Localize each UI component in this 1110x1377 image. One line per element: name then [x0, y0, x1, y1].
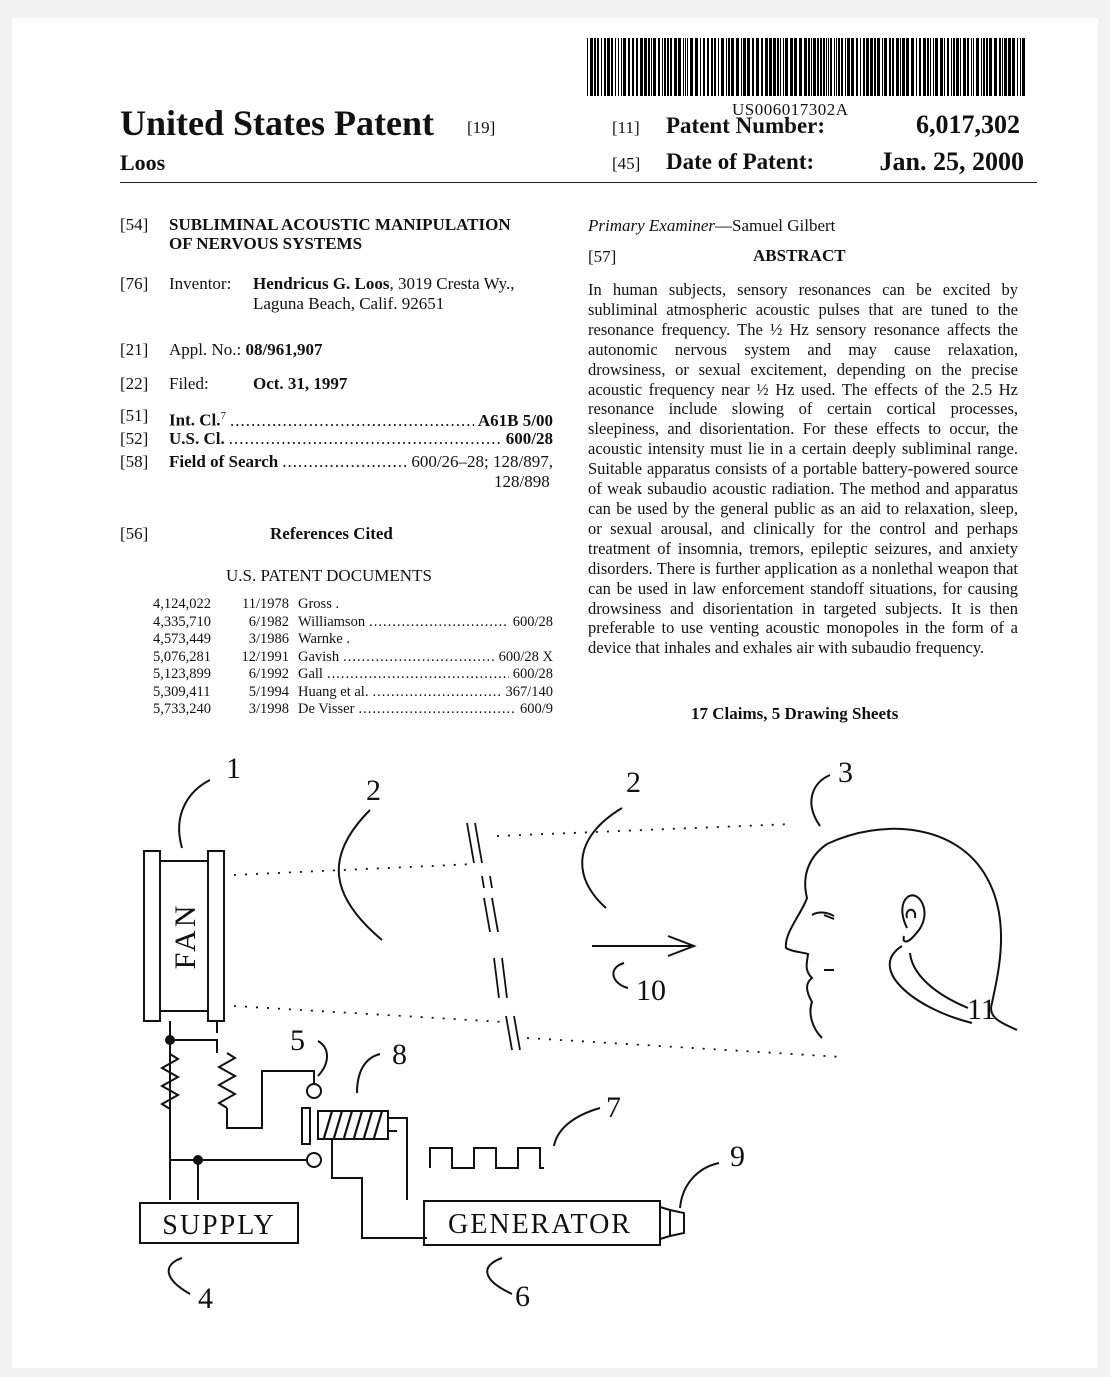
- barcode-bar: [1002, 38, 1003, 96]
- inventor-surname: Loos: [120, 150, 166, 175]
- uscl-row: [169, 429, 553, 449]
- barcode-bar: [847, 38, 850, 96]
- barcode-bar: [981, 38, 982, 96]
- reference-leader: [369, 614, 509, 631]
- barcode-bar: [747, 38, 750, 96]
- barcode-bar: [834, 38, 835, 96]
- patent-date: Jan. 25, 2000: [879, 147, 1024, 176]
- barcode-bar: [601, 38, 602, 96]
- barcode-bar: [1022, 38, 1025, 96]
- fan-label: FAN: [169, 902, 202, 970]
- relay-armature: [302, 1108, 310, 1144]
- references-table: [153, 596, 553, 719]
- barcode-bar: [594, 38, 596, 96]
- barcode-bar: [1012, 38, 1015, 96]
- reference-name: Williamson: [298, 613, 366, 630]
- reference-row: [153, 614, 553, 632]
- patent-drawing: [12, 748, 1098, 1368]
- barcode-bar: [911, 38, 914, 96]
- barcode-bar: [866, 38, 869, 96]
- numeral-9: 9: [730, 1140, 745, 1173]
- patent-number: 6,017,302: [916, 110, 1020, 139]
- reference-date: 6/1982: [248, 613, 289, 630]
- barcode-bar: [761, 38, 763, 96]
- barcode-bar: [667, 38, 669, 96]
- barcode-bar: [877, 38, 880, 96]
- fan-left-plate: [144, 851, 160, 1021]
- barcode-bar: [765, 38, 768, 96]
- barcode-bar: [896, 38, 899, 96]
- uscl-value: 600/28: [505, 429, 553, 448]
- barcode-bar: [690, 38, 693, 96]
- reference-name: Huang et al.: [298, 683, 369, 700]
- reference-class: 600/28: [512, 666, 553, 682]
- barcode-bar: [615, 38, 616, 96]
- abstract-heading: ABSTRACT: [753, 246, 846, 265]
- barcode-bar: [611, 38, 613, 96]
- barcode-bar: [892, 38, 894, 96]
- filed-date: Oct. 31, 1997: [253, 374, 348, 393]
- barcode-bar: [648, 38, 650, 96]
- barcode-bar: [1004, 38, 1007, 96]
- search-row: [169, 452, 553, 472]
- barcode-bar: [743, 38, 746, 96]
- barcode-bar: [951, 38, 952, 96]
- reference-class: 600/28: [512, 613, 553, 630]
- supply-label: SUPPLY: [162, 1210, 276, 1241]
- barcode-bar: [851, 38, 854, 96]
- reference-row: [153, 631, 553, 649]
- barcode-bar: [607, 38, 610, 96]
- reference-number: 5,309,411: [153, 683, 211, 700]
- barcode-bar: [752, 38, 754, 96]
- barcode-bar: [956, 38, 959, 96]
- barcode-bar: [756, 38, 759, 96]
- barcode-bar: [664, 38, 666, 96]
- barcode-bar: [947, 38, 949, 96]
- barcode-bar: [976, 38, 979, 96]
- reference-leader: [358, 701, 516, 718]
- barcode-bar: [658, 38, 660, 96]
- inventor-line1: [253, 274, 515, 294]
- reference-number: 5,076,281: [153, 648, 211, 665]
- numeral-11: 11: [967, 993, 996, 1026]
- fan-right-plate: [208, 851, 224, 1021]
- reference-row: [153, 701, 553, 719]
- uscl-field-code: [52]: [120, 429, 149, 448]
- inventor-field-code: [76]: [120, 274, 149, 293]
- numeral-2a: 2: [366, 774, 381, 807]
- title-code: [19]: [467, 118, 496, 137]
- numeral-5: 5: [290, 1024, 305, 1057]
- barcode-bar: [820, 38, 822, 96]
- barcode-bar: [940, 38, 943, 96]
- barcode-bar: [973, 38, 974, 96]
- numeral-2b: 2: [626, 766, 641, 799]
- intcl-label: Int. Cl.$^7$: [169, 410, 226, 430]
- barcode-bar: [906, 38, 909, 96]
- barcode-bar: [695, 38, 698, 96]
- barcode-bar: [884, 38, 887, 96]
- search-value2: 128/898: [494, 472, 550, 491]
- reference-leader: [372, 684, 501, 701]
- barcode-bar: [773, 38, 776, 96]
- barcode-bar: [587, 38, 588, 96]
- barcode-bar: [799, 38, 802, 96]
- barcode-bar: [674, 38, 677, 96]
- inventor-address2: Laguna Beach, Calif. 92651: [253, 294, 445, 313]
- barcode-bar: [882, 38, 883, 96]
- invention-title-line1: SUBLIMINAL ACOUSTIC MANIPULATION: [169, 215, 511, 234]
- barcode-bar: [769, 38, 772, 96]
- barcode-bar: [718, 38, 719, 96]
- barcode-bar: [986, 38, 988, 96]
- barcode-bar: [623, 38, 626, 96]
- numeral-4: 4: [198, 1282, 213, 1315]
- reference-date: 6/1992: [248, 666, 289, 682]
- barcode-bar: [780, 38, 781, 96]
- barcode-bar: [618, 38, 619, 96]
- barcode-bar: [989, 38, 992, 96]
- reference-class: 367/140: [505, 683, 553, 700]
- barcode-bar: [826, 38, 827, 96]
- reference-date: 3/1998: [248, 701, 289, 717]
- barcode-bar: [640, 38, 643, 96]
- barcode-bar: [597, 38, 599, 96]
- claims-summary: 17 Claims, 5 Drawing Sheets: [691, 704, 899, 723]
- reference-row: [153, 649, 553, 667]
- barcode-bar: [930, 38, 931, 96]
- uscl-leader: [229, 429, 502, 449]
- barcode-bar: [683, 38, 684, 96]
- numeral-1: 1: [226, 752, 241, 785]
- barcode-bar: [1008, 38, 1011, 96]
- filed-label: Filed:: [169, 374, 209, 393]
- barcode-bar: [711, 38, 713, 96]
- barcode-bar: [662, 38, 663, 96]
- search-label: Field of Search: [169, 452, 279, 471]
- appl-line: [169, 340, 322, 360]
- reference-name: Gall: [298, 666, 323, 682]
- barcode-bar: [621, 38, 622, 96]
- barcode-bar: [863, 38, 865, 96]
- switch-contact-top: [307, 1084, 321, 1098]
- barcode-bar: [874, 38, 876, 96]
- barcode-bar: [923, 38, 926, 96]
- barcode-bar: [889, 38, 891, 96]
- barcode-bar: [971, 38, 972, 96]
- barcode-bar: [860, 38, 861, 96]
- barcode-bar: [670, 38, 672, 96]
- inventor-address1: , 3019 Cresta Wy.,: [389, 274, 515, 293]
- barcode-bar: [714, 38, 716, 96]
- header-rule: [120, 182, 1037, 183]
- reference-name: Warnke .: [298, 631, 350, 647]
- reference-number: 5,123,899: [153, 666, 211, 682]
- switch-contact-bottom: [307, 1153, 321, 1167]
- intcl-value: A61B 5/00: [477, 410, 553, 430]
- barcode-bar: [721, 38, 724, 96]
- intcl-row: [169, 406, 553, 431]
- barcode-bar: [604, 38, 606, 96]
- barcode-bar: [700, 38, 701, 96]
- barcode-bar: [933, 38, 934, 96]
- numeral-6: 6: [515, 1280, 530, 1313]
- barcode-bar: [1020, 38, 1021, 96]
- barcode-bar: [919, 38, 921, 96]
- barcode-bar: [653, 38, 656, 96]
- barcode-bar: [678, 38, 681, 96]
- reference-date: 12/1991: [241, 648, 289, 665]
- barcode-bar: [845, 38, 846, 96]
- reference-number: 4,335,710: [153, 613, 211, 630]
- patent-number-label: Patent Number:: [666, 113, 826, 138]
- barcode-bar: [741, 38, 742, 96]
- examiner-name: —Samuel Gilbert: [715, 216, 836, 235]
- appl-number: 08/961,907: [245, 340, 323, 359]
- barcode-bar: [687, 38, 688, 96]
- examiner-label: Primary Examiner: [588, 216, 716, 235]
- barcode-bar: [983, 38, 985, 96]
- barcode-bar: [628, 38, 630, 96]
- barcode-bar: [960, 38, 961, 96]
- barcode-number: US006017302A: [732, 100, 849, 119]
- us-patent-documents-heading: U.S. PATENT DOCUMENTS: [226, 566, 432, 585]
- barcode-bar: [808, 38, 810, 96]
- barcode-bar: [830, 38, 832, 96]
- reference-number: 4,573,449: [153, 631, 211, 647]
- wiring: [162, 1021, 544, 1238]
- barcode-bar: [632, 38, 634, 96]
- barcode-bar: [790, 38, 793, 96]
- barcode-bar: [900, 38, 901, 96]
- break-marks: [467, 823, 520, 1050]
- patent-number-code: [11]: [612, 118, 640, 137]
- barcode-bar: [728, 38, 730, 96]
- numeral-7: 7: [606, 1091, 621, 1124]
- inventor-label: Inventor:: [169, 274, 232, 293]
- barcode-bar: [856, 38, 858, 96]
- barcode-bar: [644, 38, 647, 96]
- reference-row: [153, 684, 553, 702]
- fan-unit: [144, 851, 224, 1021]
- appl-label: Appl. No.:: [169, 340, 242, 359]
- barcode-bar: [994, 38, 997, 96]
- ear: [902, 895, 924, 941]
- barcode-bar: [783, 38, 784, 96]
- barcode-bar: [902, 38, 905, 96]
- patent-page: [12, 18, 1098, 1368]
- date-code: [45]: [612, 154, 641, 173]
- barcode-bar: [811, 38, 812, 96]
- reference-number: 4,124,022: [153, 596, 211, 612]
- inventor-name: Hendricus G. Loos: [253, 274, 390, 293]
- barcode-bar: [590, 38, 593, 96]
- uscl-label: U.S. Cl.: [169, 429, 225, 448]
- barcode-bar: [736, 38, 739, 96]
- barcode: [587, 38, 1029, 96]
- numeral-8: 8: [392, 1038, 407, 1071]
- barcode-bar: [817, 38, 819, 96]
- reference-row: [153, 596, 553, 614]
- reference-number: 5,733,240: [153, 701, 211, 717]
- numeral-3: 3: [838, 756, 853, 789]
- reference-date: 5/1994: [248, 683, 289, 700]
- appl-field-code: [21]: [120, 340, 149, 359]
- square-wave: [430, 1148, 544, 1168]
- barcode-bar: [777, 38, 779, 96]
- reference-date: 11/1978: [242, 596, 289, 612]
- barcode-bar: [967, 38, 969, 96]
- barcode-bar: [794, 38, 797, 96]
- barcode-bar: [1017, 38, 1018, 96]
- barcode-bar: [731, 38, 734, 96]
- barcode-bar: [963, 38, 966, 96]
- intcl-leader: [230, 411, 474, 431]
- resistor-right: [219, 1053, 235, 1108]
- search-value1: 600/26–28; 128/897,: [411, 452, 553, 471]
- barcode-bar: [953, 38, 955, 96]
- search-field-code: [58]: [120, 452, 149, 471]
- reference-class: 600/28 X: [498, 648, 553, 665]
- barcode-bar: [999, 38, 1001, 96]
- reference-name: Gavish: [298, 648, 340, 665]
- barcode-bar: [707, 38, 709, 96]
- barcode-bar: [838, 38, 840, 96]
- barcode-bar: [836, 38, 837, 96]
- reference-leader: [343, 649, 495, 666]
- title-field-code: [54]: [120, 215, 149, 234]
- references-code: [56]: [120, 524, 149, 543]
- date-label: Date of Patent:: [666, 149, 815, 174]
- intcl-field-code: [51]: [120, 406, 149, 425]
- abstract-code: [57]: [588, 247, 617, 266]
- generator-output-nozzle: [660, 1207, 684, 1239]
- barcode-bar: [823, 38, 825, 96]
- reference-leader: [327, 666, 509, 683]
- barcode-bar: [916, 38, 917, 96]
- numeral-10: 10: [636, 974, 666, 1007]
- references-heading: References Cited: [270, 524, 393, 543]
- reference-name: De Visser: [298, 701, 355, 717]
- barcode-bar: [651, 38, 652, 96]
- reference-name: Gross .: [298, 596, 340, 612]
- barcode-bar: [813, 38, 816, 96]
- barcode-bar: [935, 38, 938, 96]
- reference-class: 600/9: [519, 701, 553, 717]
- barcode-bar: [636, 38, 638, 96]
- barcode-bar: [870, 38, 873, 96]
- generator-label: GENERATOR: [448, 1209, 632, 1240]
- filed-field-code: [22]: [120, 374, 149, 393]
- barcode-bar: [828, 38, 829, 96]
- barcode-bar: [841, 38, 843, 96]
- barcode-bar: [785, 38, 788, 96]
- barcode-bar: [685, 38, 686, 96]
- reference-date: 3/1986: [248, 631, 289, 647]
- reference-row: [153, 666, 553, 684]
- barcode-bar: [927, 38, 929, 96]
- barcode-bar: [944, 38, 945, 96]
- abstract-text: In human subjects, sensory resonances can be excited by subliminal atmospheric acoustic pulses that are tuned to the resonance frequency. The ½ Hz sensory resonance affects the autonomic nervous system and may cause relaxation, drowsiness, or sexual excitement, depending on the precise acoustic frequency near ½ Hz used. The effects of the 2.5 Hz resonance include slowing of certain cortical processes, sleepiness, and disorientation. For these effects to occur, the acoustic intensity must lie in a certain deeply subliminal range. Suitable apparatus consists of a portable battery-powered source of weak subaudio acoustic radiation. The method and apparatus can be used by the general public as an aid to relaxation, sleep, or sexual arousal, and clinically for the control and perhaps treatment of insomnia, tremors, epileptic seizures, and anxiety disorders. There is further application as a nonlethal weapon that can be used in law enforcement standoff situations, for causing drowsiness and disorientation in targeted subjects. It is then preferable to use venting acoustic monopoles in the form of a device that inhales and exhales air with subaudio frequency.: [588, 280, 1018, 658]
- barcode-bar: [726, 38, 727, 96]
- wave-arc-right: [582, 808, 622, 908]
- document-title: United States Patent: [120, 103, 434, 143]
- barcode-bar: [703, 38, 705, 96]
- wave-arc-left: [339, 810, 382, 940]
- search-leader: [282, 452, 407, 472]
- invention-title-line2: OF NERVOUS SYSTEMS: [169, 234, 363, 253]
- barcode-bar: [804, 38, 807, 96]
- examiner-line: [588, 216, 835, 236]
- beam-lines: [234, 824, 842, 1057]
